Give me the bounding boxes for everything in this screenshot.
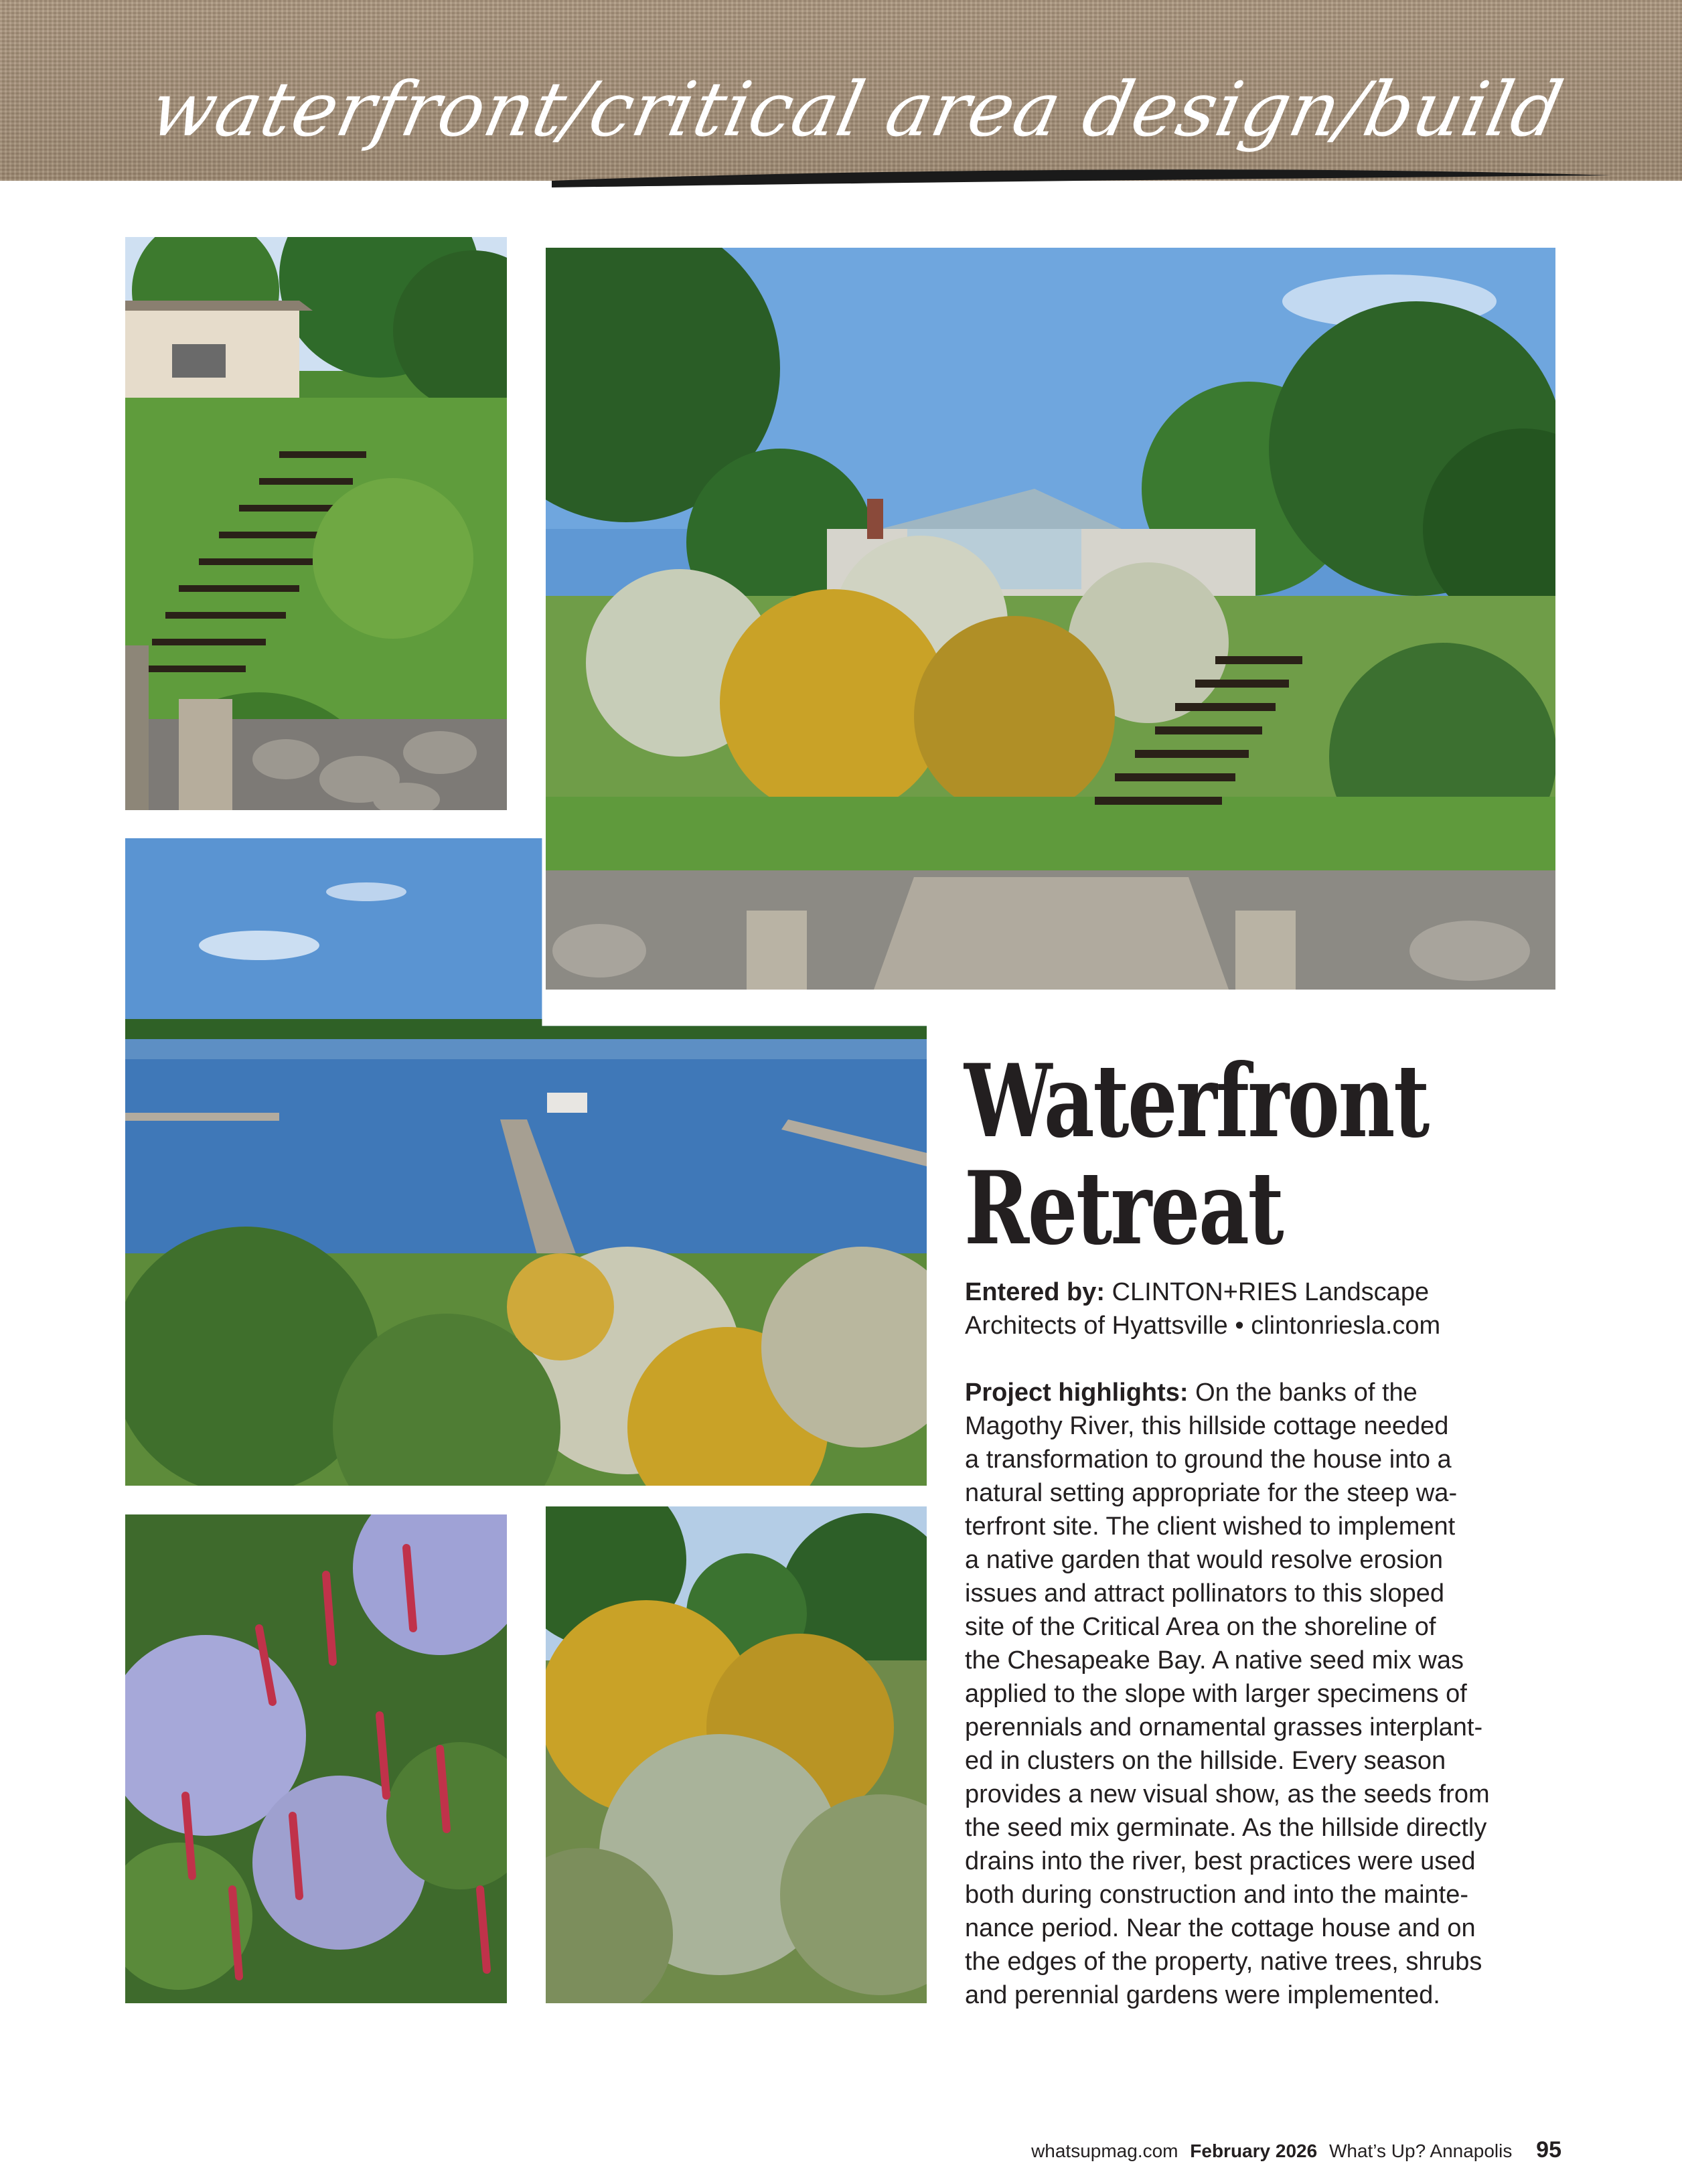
highlights-label: Project highlights: [965, 1379, 1189, 1407]
article-title [964, 1042, 1434, 1267]
highlights-line: and perennial gardens were implemented. [965, 1981, 1440, 2009]
photo-goldenrod-hillside [546, 1506, 927, 2003]
page-number: 95 [1536, 2137, 1561, 2163]
entered-by [965, 1275, 1568, 1342]
highlights-line: issues and attract pollinators to this sloped [965, 1579, 1445, 1608]
highlights-line: drains into the river, best practices were used [965, 1847, 1476, 1875]
title-line-2: Retreat [964, 1150, 1283, 1267]
entered-by-line-1: CLINTON+RIES Landscape [1112, 1278, 1430, 1306]
highlights-line: a native garden that would resolve erosion [965, 1546, 1444, 1574]
highlights-line: applied to the slope with larger specimens of [965, 1680, 1467, 1708]
title-underline-swoosh [549, 161, 1614, 194]
footer-site: whatsupmag.com [1031, 2140, 1178, 2161]
section-title: waterfront/critical area design/build [143, 66, 1571, 153]
photo-cottage-hillside [546, 248, 1555, 990]
entered-by-line-2: Architects of Hyattsville • clintonriesla.com [965, 1312, 1441, 1340]
highlights-line: the seed mix germinate. As the hillside directly [965, 1814, 1487, 1842]
photo-wildflowers [125, 1514, 507, 2003]
highlights-line: a transformation to ground the house into a [965, 1446, 1452, 1474]
highlights-line: terfront site. The client wished to implement [965, 1512, 1456, 1541]
highlights-line: nance period. Near the cottage house and on [965, 1914, 1476, 1942]
page-footer [1024, 2137, 1561, 2163]
highlights-line: ed in clusters on the hillside. Every season [965, 1747, 1446, 1775]
highlights-line: both during construction and into the mainte- [965, 1881, 1469, 1909]
highlights-line: the edges of the property, native trees, shrubs [965, 1948, 1482, 1976]
photo-hillside-steps [125, 237, 507, 810]
highlights-line: natural setting appropriate for the steep wa- [965, 1479, 1458, 1507]
project-highlights [965, 1376, 1568, 2012]
highlights-line: Magothy River, this hillside cottage needed [965, 1412, 1449, 1440]
highlights-line: the Chesapeake Bay. A native seed mix was [965, 1646, 1464, 1674]
highlights-line: provides a new visual show, as the seeds from [965, 1780, 1490, 1808]
highlights-line: On the banks of the [1195, 1379, 1418, 1407]
highlights-line: site of the Critical Area on the shoreline of [965, 1613, 1436, 1641]
entered-by-label: Entered by: [965, 1278, 1105, 1306]
title-line-1: Waterfront [964, 1042, 1428, 1160]
footer-date: February 2026 [1190, 2140, 1318, 2161]
footer-publication: What’s Up? Annapolis [1328, 2140, 1513, 2161]
highlights-line: perennials and ornamental grasses interplant- [965, 1713, 1483, 1741]
